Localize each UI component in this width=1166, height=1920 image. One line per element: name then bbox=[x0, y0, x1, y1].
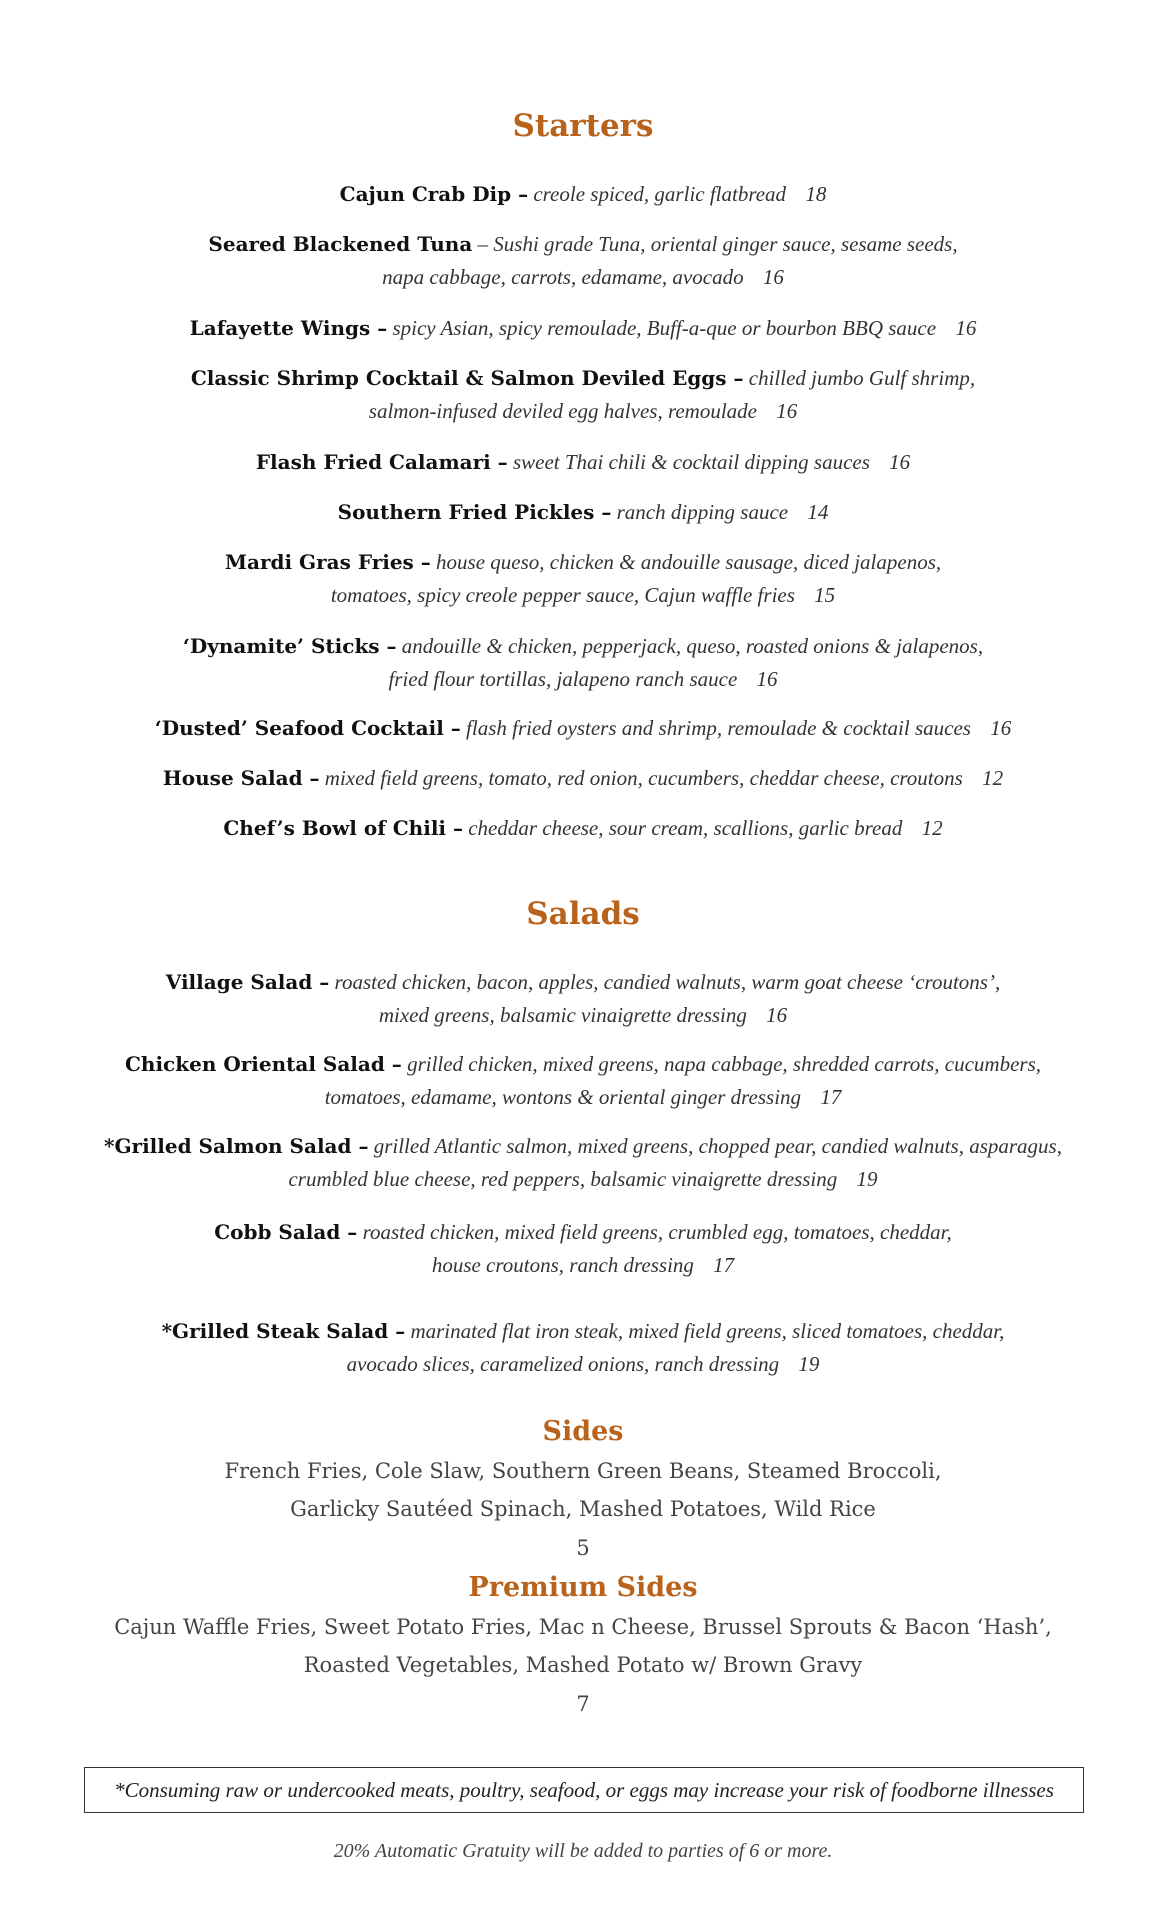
item-description: spicy Asian, spicy remoulade, Buff-a-que or bourbon BBQ sauce bbox=[392, 316, 937, 340]
item-description: mixed greens, balsamic vinaigrette dressing bbox=[378, 1003, 747, 1027]
premium-sides-line: Cajun Waffle Fries, Sweet Potato Fries, Mac n Cheese, Brussel Sprouts & Bacon ‘Hash’, bbox=[114, 1615, 1052, 1639]
item-description: roasted chicken, bacon, apples, candied walnuts, warm goat cheese ‘croutons’, bbox=[334, 970, 1001, 994]
menu-item bbox=[60, 1130, 1106, 1196]
premium-sides-line: Roasted Vegetables, Mashed Potato w/ Brown Gravy bbox=[303, 1653, 863, 1677]
menu-item bbox=[60, 312, 1106, 345]
item-price: 14 bbox=[807, 500, 829, 524]
item-description: marinated flat iron steak, mixed field greens, sliced tomatoes, cheddar, bbox=[410, 1319, 1005, 1343]
menu-item bbox=[60, 178, 1106, 211]
item-price: 19 bbox=[856, 1167, 878, 1191]
menu-item bbox=[60, 630, 1106, 696]
item-name: Lafayette Wings – bbox=[189, 316, 388, 340]
item-name: Flash Fried Calamari – bbox=[255, 450, 508, 474]
menu-item bbox=[60, 762, 1106, 795]
item-name: *Grilled Salmon Salad – bbox=[104, 1134, 369, 1158]
item-name: House Salad – bbox=[162, 766, 320, 790]
item-description: house queso, chicken & andouille sausage, diced jalapenos, bbox=[436, 550, 942, 574]
sides-heading: Sides bbox=[542, 1416, 624, 1447]
menu-item bbox=[60, 1216, 1106, 1282]
item-description: grilled Atlantic salmon, mixed greens, chopped pear, candied walnuts, asparagus, bbox=[373, 1134, 1062, 1158]
item-description: napa cabbage, carrots, edamame, avocado bbox=[382, 265, 744, 289]
item-name: ‘Dusted’ Seafood Cocktail – bbox=[154, 716, 461, 740]
item-name: Classic Shrimp Cocktail & Salmon Deviled Eggs – bbox=[190, 366, 744, 390]
item-description: mixed field greens, tomato, red onion, cucumbers, cheddar cheese, croutons bbox=[324, 766, 963, 790]
item-name: Cajun Crab Dip – bbox=[339, 182, 529, 206]
item-description: grilled chicken, mixed greens, napa cabbage, shredded carrots, cucumbers, bbox=[407, 1052, 1041, 1076]
item-name: Cobb Salad – bbox=[214, 1220, 358, 1244]
item-price: 17 bbox=[713, 1253, 735, 1277]
gratuity-note: 20% Automatic Gratuity will be added to parties of 6 or more. bbox=[333, 1840, 833, 1862]
menu-item bbox=[60, 812, 1106, 845]
item-description: tomatoes, edamame, wontons & oriental ginger dressing bbox=[324, 1085, 802, 1109]
item-description: ranch dipping sauce bbox=[616, 500, 789, 524]
menu-item bbox=[60, 966, 1106, 1032]
item-description: andouille & chicken, pepperjack, queso, roasted onions & jalapenos, bbox=[401, 634, 984, 658]
menu-item bbox=[60, 362, 1106, 428]
salads-heading: Salads bbox=[526, 896, 640, 932]
item-price: 12 bbox=[921, 816, 943, 840]
item-description: crumbled blue cheese, red peppers, balsamic vinaigrette dressing bbox=[288, 1167, 838, 1191]
item-price: 12 bbox=[982, 766, 1004, 790]
sides-price: 5 bbox=[576, 1536, 590, 1560]
item-price: 18 bbox=[805, 182, 827, 206]
item-price: 16 bbox=[990, 716, 1012, 740]
item-price: 16 bbox=[955, 316, 977, 340]
item-description: – Sushi grade Tuna, oriental ginger sauce, sesame seeds, bbox=[477, 232, 958, 256]
item-description: cheddar cheese, sour cream, scallions, garlic bread bbox=[468, 816, 903, 840]
food-safety-notice bbox=[84, 1767, 1084, 1813]
menu-item bbox=[60, 546, 1106, 612]
item-name: Mardi Gras Fries – bbox=[224, 550, 431, 574]
menu-item bbox=[60, 712, 1106, 745]
item-description: chilled jumbo Gulf shrimp, bbox=[748, 366, 976, 390]
item-price: 16 bbox=[889, 450, 911, 474]
notice-text: *Consuming raw or undercooked meats, poultry, seafood, or eggs may increase your risk of foodborne illnesses bbox=[114, 1777, 1054, 1802]
item-name: Seared Blackened Tuna bbox=[208, 232, 473, 256]
item-price: 16 bbox=[766, 1003, 788, 1027]
item-name: Southern Fried Pickles – bbox=[337, 500, 612, 524]
premium-sides-list bbox=[60, 1608, 1106, 1684]
menu-item bbox=[60, 446, 1106, 479]
item-price: 16 bbox=[756, 667, 778, 691]
item-description: avocado slices, caramelized onions, ranch dressing bbox=[346, 1352, 780, 1376]
menu-item bbox=[60, 228, 1106, 294]
item-name: Chef’s Bowl of Chili – bbox=[223, 816, 463, 840]
item-description: fried flour tortillas, jalapeno ranch sauce bbox=[388, 667, 738, 691]
menu-item bbox=[60, 1315, 1106, 1381]
menu-item bbox=[60, 1048, 1106, 1114]
item-description: salmon-infused deviled egg halves, remoulade bbox=[368, 399, 757, 423]
item-name: *Grilled Steak Salad – bbox=[161, 1319, 406, 1343]
item-description: roasted chicken, mixed field greens, crumbled egg, tomatoes, cheddar, bbox=[362, 1220, 952, 1244]
item-description: tomatoes, spicy creole pepper sauce, Cajun waffle fries bbox=[330, 583, 795, 607]
item-description: house croutons, ranch dressing bbox=[431, 1253, 694, 1277]
item-name: Village Salad – bbox=[165, 970, 330, 994]
item-price: 16 bbox=[776, 399, 798, 423]
item-description: creole spiced, garlic flatbread bbox=[533, 182, 787, 206]
starters-heading: Starters bbox=[512, 108, 654, 144]
item-price: 19 bbox=[798, 1352, 820, 1376]
item-price: 15 bbox=[814, 583, 836, 607]
premium-sides-price: 7 bbox=[576, 1692, 590, 1716]
item-description: sweet Thai chili & cocktail dipping sauces bbox=[512, 450, 870, 474]
sides-list bbox=[60, 1452, 1106, 1528]
item-name: ‘Dynamite’ Sticks – bbox=[182, 634, 397, 658]
item-price: 16 bbox=[762, 265, 784, 289]
sides-line: French Fries, Cole Slaw, Southern Green Beans, Steamed Broccoli, bbox=[224, 1459, 942, 1483]
menu-item bbox=[60, 496, 1106, 529]
item-description: flash fried oysters and shrimp, remoulade & cocktail sauces bbox=[466, 716, 971, 740]
sides-line: Garlicky Sautéed Spinach, Mashed Potatoes, Wild Rice bbox=[290, 1497, 876, 1521]
item-name: Chicken Oriental Salad – bbox=[125, 1052, 402, 1076]
premium-sides-heading: Premium Sides bbox=[468, 1572, 698, 1603]
item-price: 17 bbox=[820, 1085, 842, 1109]
